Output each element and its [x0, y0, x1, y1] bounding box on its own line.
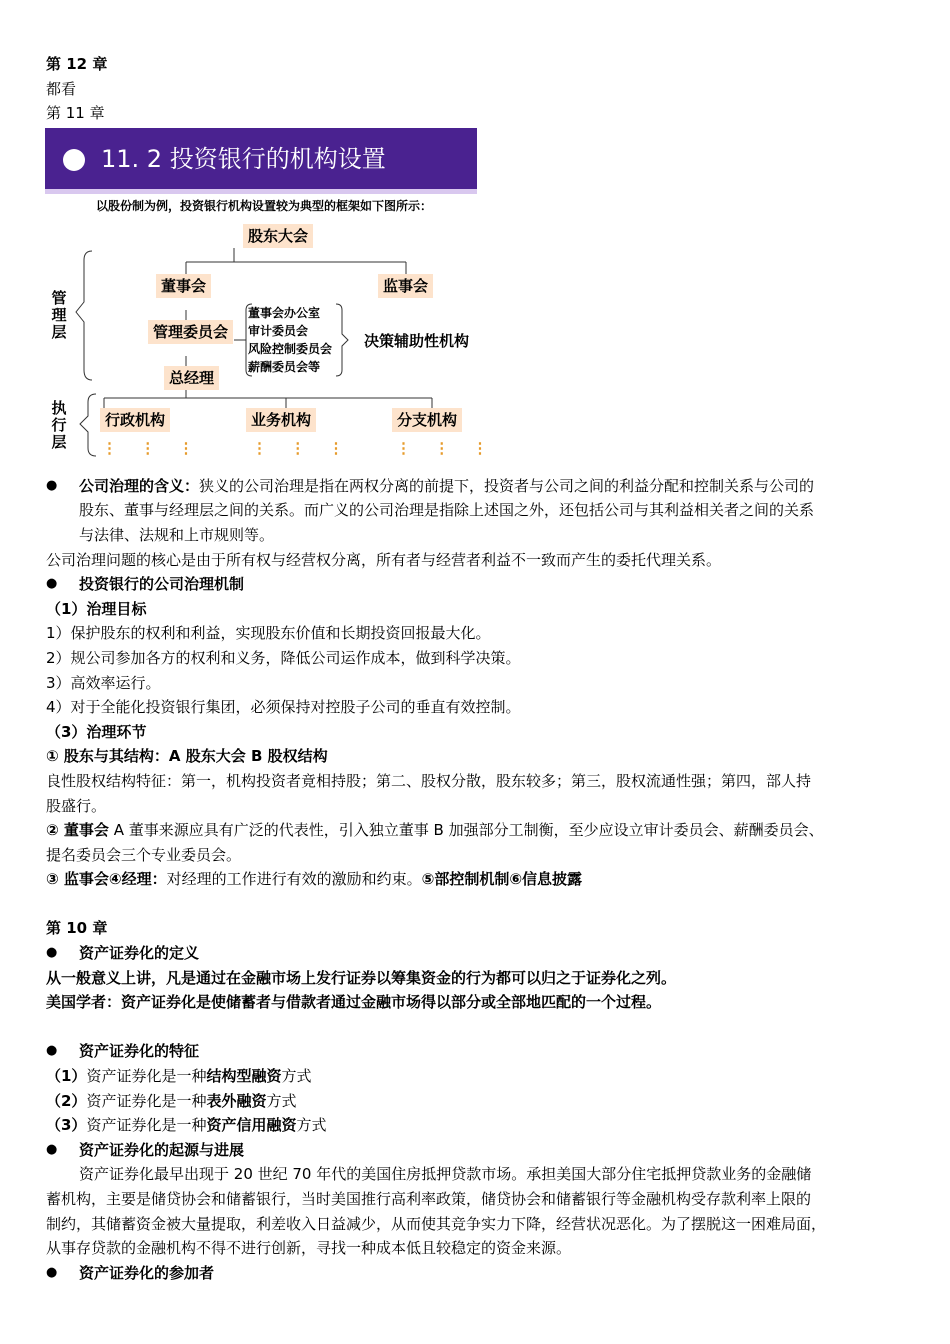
document-page [46, 52, 912, 1285]
governance-goal: 4）对于全能化投资银行集团，必须保持对控股子公司的垂直有效控制。 [46, 698, 521, 717]
bullet-circle-icon [63, 149, 85, 171]
org-chart-intro: 以股份制为例，投资银行机构设置较为典型的框架如下图所示： [96, 198, 433, 213]
chapter-12-note: 都看 [46, 79, 77, 98]
governance-def-text: 狭义的公司治理是指在两权分离的前提下，投资者与公司之间的利益分配和控制关系与公司的 [199, 476, 815, 495]
org-dots: ⋮ ⋮ ⋮ [252, 438, 353, 457]
supervisor-text: 对经理的工作进行有效的激励和约束。 [166, 870, 422, 889]
governance-mechanism-title: ● 投资银行的公司治理机制 [46, 572, 912, 597]
chapter-10-heading: 第 10 章 [46, 919, 108, 938]
securitization-feat-title: ● 资产证券化的特征 [46, 1039, 912, 1064]
committee-item: 薪酬委员会等 [248, 359, 321, 374]
governance-goal: 1）保护股东的权利和利益，实现股东价值和长期投资回报最大化。 [46, 624, 491, 643]
supervisor-tail: ⑤部控制机制⑥信息披露 [421, 870, 583, 889]
org-node-branch: 分支机构 [392, 408, 462, 432]
governance-core: 公司治理问题的核心是由于所有权与经营权分离，所有者与经营者利益不一致而产生的委托代理关系。 [46, 550, 722, 569]
chapter-12-heading: 第 12 章 [46, 55, 108, 73]
equity-structure-text: 股盛行。 [46, 796, 107, 815]
org-exec-layer-label: 执行层 [51, 398, 67, 451]
committee-item: 风险控制委员会 [248, 341, 333, 356]
org-node-admin: 行政机构 [100, 408, 170, 432]
securitization-feature: （3）资产证券化是一种资产信用融资方式 [46, 1116, 327, 1135]
org-node-gm: 总经理 [164, 366, 219, 390]
governance-link-title: （3）治理环节 [46, 722, 147, 741]
governance-goal-title: （1）治理目标 [46, 599, 147, 618]
governance-def-title: 公司治理的含义： [79, 476, 200, 495]
supervisor-heading: ③ 监事会④经理： [46, 870, 167, 889]
securitization-def: 从一般意义上讲，凡是通过在金融市场上发行证券以筹集资金的行为都可以归之于证券化之列。 [46, 968, 677, 987]
org-dots: ⋮ ⋮ ⋮ [102, 438, 203, 457]
securitization-origin-title: ● 资产证券化的起源与进展 [46, 1138, 912, 1163]
board-text: 提名委员会三个专业委员会。 [46, 845, 242, 864]
equity-structure-text: 良性股权结构特征：第一，机构投资者竟相持股；第二、股权分散，股东较多；第三，股权流通性强；第四，部人持 [46, 771, 812, 790]
committee-item: 董事会办公室 [248, 305, 321, 320]
securitization-feature: （1）资产证券化是一种结构型融资方式 [46, 1067, 312, 1086]
securitization-feature: （2）资产证券化是一种表外融资方式 [46, 1091, 297, 1110]
governance-def-text: 股东、董事与经理层之间的关系。而广义的公司治理是指除上述国之外，还包括公司与其利益相关者之间的关系 [79, 501, 815, 520]
securitization-origin-text: 资产证券化最早出现于 20 世纪 70 年代的美国住房抵押贷款市场。承担美国大部分住宅抵押贷款业务的金融储 [79, 1165, 812, 1184]
governance-definition [46, 474, 912, 548]
org-node-shareholders: 股东大会 [243, 224, 313, 248]
committee-item: 审计委员会 [248, 323, 309, 338]
securitization-def: 美国学者：资产证券化是使储蓄者与借款者通过金融市场得以部分或全部地匹配的一个过程。 [46, 993, 662, 1012]
governance-goal: 2）规公司参加各方的权利和义务，降低公司运作成本，做到科学决策。 [46, 648, 521, 667]
org-node-board: 董事会 [156, 274, 211, 298]
chapter-11-heading: 第 11 章 [46, 104, 105, 123]
securitization-origin-text: 蓄机构，主要是储贷协会和储蓄银行，当时美国推行高利率政策，储贷协会和储蓄银行等金融机构受存款利率上限的 [46, 1190, 812, 1208]
securitization-origin-text: 从事存贷款的金融机构不得不进行创新，寻找一种成本低且较稳定的资金来源。 [46, 1239, 572, 1258]
org-chart [46, 194, 497, 464]
banner-title: 11. 2 投资银行的机构设置 [101, 144, 386, 173]
org-mgmt-layer-label: 管理层 [51, 288, 67, 341]
org-aux-label: 决策辅助性机构 [364, 331, 470, 350]
org-node-committee: 管理委员会 [148, 320, 233, 344]
org-dots: ⋮ ⋮ ⋮ [396, 438, 497, 457]
securitization-def-title: ● 资产证券化的定义 [46, 941, 912, 966]
governance-link-shareholders: ① 股东与其结构：A 股东大会 B 股权结构 [46, 747, 328, 766]
board-heading: ② 董事会 [46, 821, 109, 840]
org-node-business: 业务机构 [246, 408, 316, 432]
section-banner [45, 128, 477, 194]
governance-goal: 3）高效率运行。 [46, 673, 161, 692]
org-node-supervisors: 监事会 [378, 274, 433, 298]
board-text: A 董事来源应具有广泛的代表性，引入独立董事 B 加强部分工制衡，至少应设立审计委员会、薪酬委员会、 [108, 821, 824, 840]
securitization-participants-title: ● 资产证券化的参加者 [46, 1261, 912, 1286]
securitization-origin-text: 制约，其储蓄资金被大量提取，利差收入日益减少，从而使其竞争实力下降，经营状况恶化。为了摆脱这一困难局面， [46, 1214, 827, 1233]
governance-def-text: 与法律、法规和上市规则等。 [79, 525, 275, 544]
